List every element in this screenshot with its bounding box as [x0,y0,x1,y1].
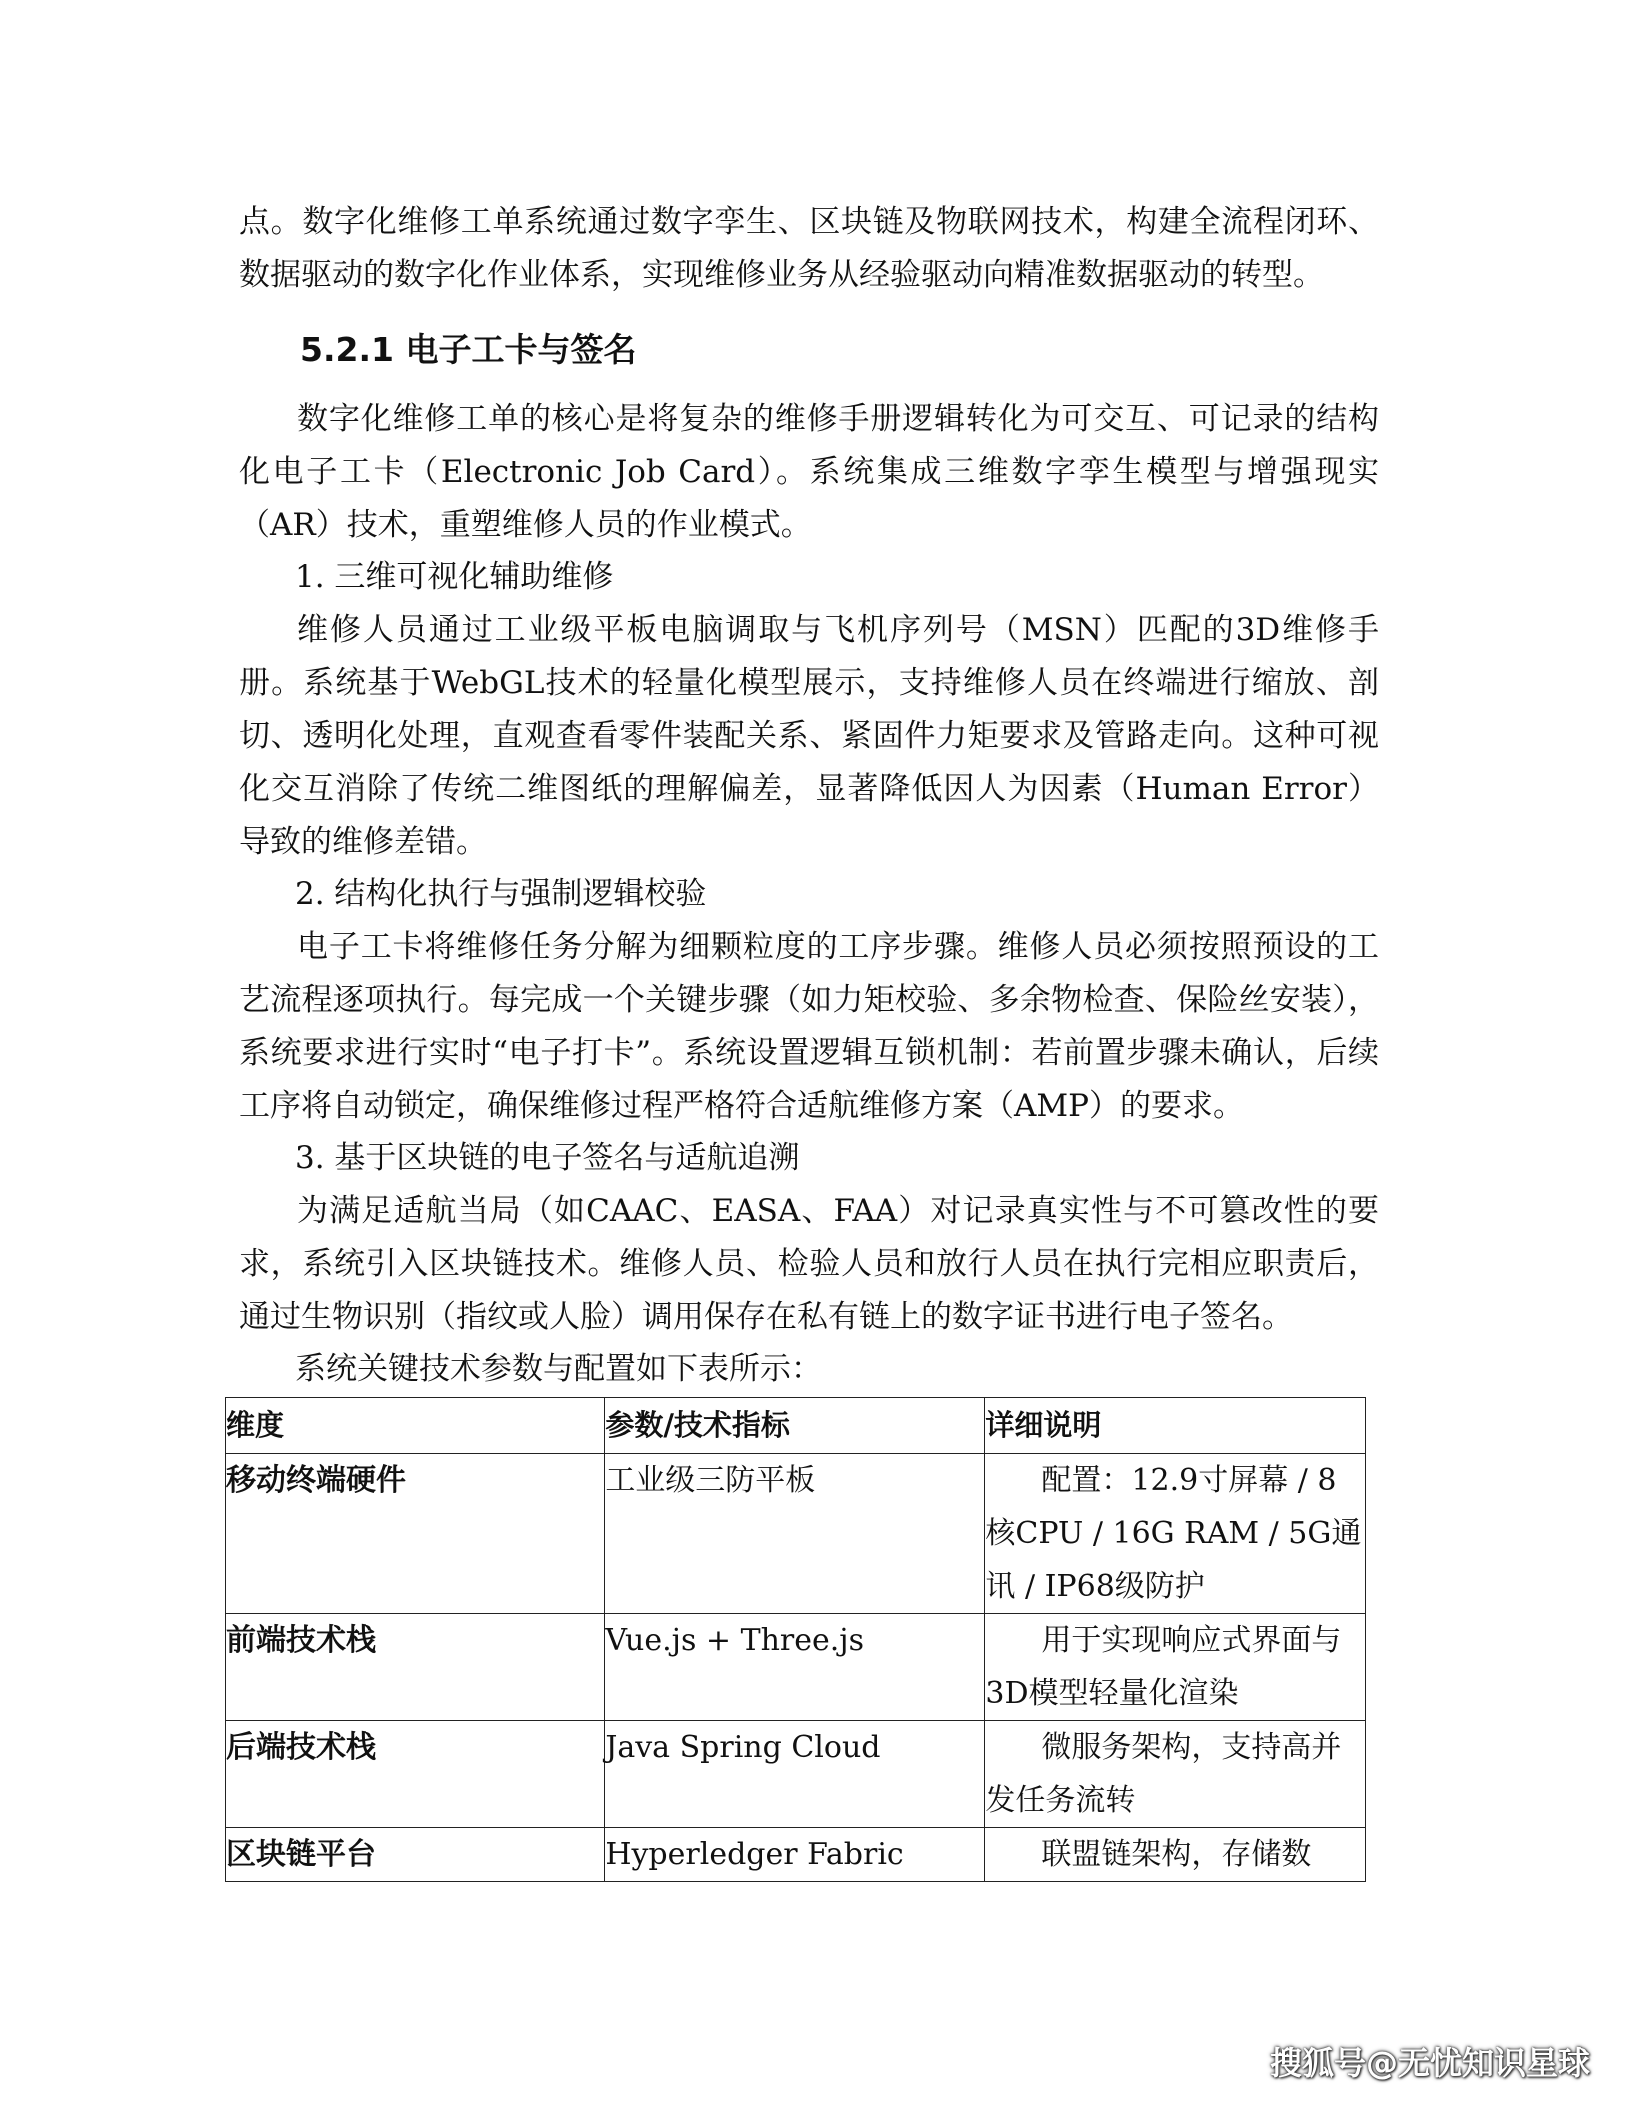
table-header-row [226,1398,1366,1454]
row-4-description: 联盟链架构，存储数 [985,1828,1366,1882]
item-1-body: 维修人员通过工业级平板电脑调取与飞机序列号（MSN）匹配的3D维修手册。系统基于WebGL技术的轻量化模型展示，支持维修人员在终端进行缩放、剖切、透明化处理，直观查看零件装配关系、紧固件力矩要求及管路走向。这种可视化交互消除了传统二维图纸的理解偏差，显著降低因人为因素（Human Error）导致的维修差错。 [239,612,1379,860]
header-description: 详细说明 [985,1398,1366,1454]
row-1-dimension: 移动终端硬件 [226,1454,605,1614]
table-row [226,1721,1366,1828]
table-caption: 系统关键技术参数与配置如下表所示： [295,1351,822,1387]
header-dimension: 维度 [226,1398,605,1454]
row-2-parameter: Vue.js + Three.js [605,1614,985,1721]
header-parameter: 参数/技术指标 [605,1398,985,1454]
item-3-title: 3. 基于区块链的电子签名与适航追溯 [295,1140,800,1176]
intro-paragraph: 点。数字化维修工单系统通过数字孪生、区块链及物联网技术，构建全流程闭环、数据驱动的数字化作业体系，实现维修业务从经验驱动向精准数据驱动的转型。 [239,204,1379,293]
section-intro-paragraph: 数字化维修工单的核心是将复杂的维修手册逻辑转化为可交互、可记录的结构化电子工卡（Electronic Job Card）。系统集成三维数字孪生模型与增强现实（AR）技术，重塑维修人员的作业模式。 [239,401,1379,543]
row-2-dimension: 前端技术栈 [226,1614,605,1721]
section-heading: 5.2.1 电子工卡与签名 [300,330,637,369]
table-row [226,1454,1366,1614]
parameters-table [225,1397,1366,1882]
row-4-dimension: 区块链平台 [226,1828,605,1882]
table-row [226,1614,1366,1721]
item-2-body: 电子工卡将维修任务分解为细颗粒度的工序步骤。维修人员必须按照预设的工艺流程逐项执行。每完成一个关键步骤（如力矩校验、多余物检查、保险丝安装），系统要求进行实时“电子打卡”。系统设置逻辑互锁机制：若前置步骤未确认，后续工序将自动锁定，确保维修过程严格符合适航维修方案（AMP）的要求。 [239,929,1379,1124]
row-2-description: 用于实现响应式界面与3D模型轻量化渲染 [985,1614,1366,1721]
row-3-description: 微服务架构，支持高并发任务流转 [985,1721,1366,1828]
row-3-dimension: 后端技术栈 [226,1721,605,1828]
row-4-parameter: Hyperledger Fabric [605,1828,985,1882]
item-3-body: 为满足适航当局（如CAAC、EASA、FAA）对记录真实性与不可篡改性的要求，系统引入区块链技术。维修人员、检验人员和放行人员在执行完相应职责后，通过生物识别（指纹或人脸）调用保存在私有链上的数字证书进行电子签名。 [239,1193,1379,1335]
row-1-parameter: 工业级三防平板 [605,1454,985,1614]
item-2-title: 2. 结构化执行与强制逻辑校验 [295,876,707,912]
watermark: 搜狐号@无忧知识星球 [1269,2044,1590,2082]
table-row [226,1828,1366,1882]
row-1-description: 配置：12.9寸屏幕 / 8核CPU / 16G RAM / 5G通讯 / IP68级防护 [985,1454,1366,1614]
row-3-parameter: Java Spring Cloud [605,1721,985,1828]
item-1-title: 1. 三维可视化辅助维修 [295,559,614,595]
